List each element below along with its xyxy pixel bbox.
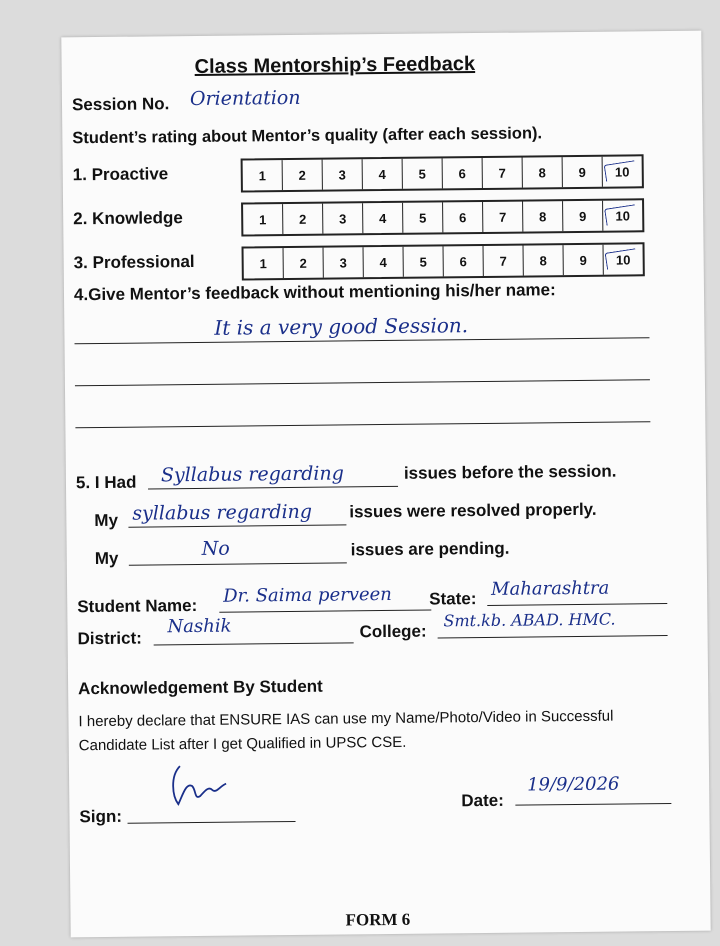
rating-heading: Student’s rating about Mentor’s quality (after each session). xyxy=(72,124,543,148)
selection-mark xyxy=(604,204,637,225)
state-line xyxy=(487,603,667,606)
q5-pending-value: No xyxy=(201,537,230,560)
form-title: Class Mentorship’s Feedback xyxy=(194,53,476,78)
rating-cell: 9 xyxy=(564,245,604,275)
rating-cell: 6 xyxy=(443,158,483,188)
district-label: District: xyxy=(77,628,142,649)
rating-cell: 3 xyxy=(323,203,363,233)
state-value: Maharashtra xyxy=(490,577,610,600)
rating-cell: 2 xyxy=(284,248,324,278)
q5-had-line xyxy=(148,486,398,490)
date-value: 19/9/2026 xyxy=(527,773,620,796)
session-value: Orientation xyxy=(189,86,301,111)
rating-scale-knowledge xyxy=(241,198,644,236)
ack-line-2: Candidate List after I get Qualified in UPSC CSE. xyxy=(78,733,407,755)
rating-cell: 4 xyxy=(363,203,403,233)
feedback-form-paper xyxy=(61,31,710,938)
rating-label-professional: 3. Professional xyxy=(73,251,195,273)
rating-scale-proactive xyxy=(241,154,644,192)
rating-cell: 8 xyxy=(524,245,564,275)
q5-my-label-pending: My xyxy=(94,548,119,569)
rating-label-proactive: 1. Proactive xyxy=(72,164,169,185)
rating-cell: 7 xyxy=(484,246,524,276)
q5-pending-suffix: issues are pending. xyxy=(350,538,510,560)
rating-cell: 6 xyxy=(444,246,484,276)
sign-label: Sign: xyxy=(79,806,123,827)
feedback-line-2 xyxy=(75,379,650,386)
rating-cell: 5 xyxy=(403,202,443,232)
rating-cell-selected: 10 xyxy=(603,200,642,230)
rating-scale-professional xyxy=(242,242,645,280)
rating-cell: 1 xyxy=(243,160,283,190)
feedback-line-3 xyxy=(75,421,650,428)
q5-had-value: Syllabus regarding xyxy=(160,462,344,487)
rating-cell: 6 xyxy=(443,202,483,232)
form-number: FORM 6 xyxy=(345,909,411,930)
q5-had-suffix: issues before the session. xyxy=(403,461,617,483)
rating-cell: 2 xyxy=(283,160,323,190)
rating-cell: 2 xyxy=(283,204,323,234)
rating-cell: 9 xyxy=(563,157,603,187)
rating-cell: 3 xyxy=(323,159,363,189)
college-line xyxy=(438,635,668,638)
rating-cell: 4 xyxy=(364,247,404,277)
ack-line-1: I hereby declare that ENSURE IAS can use my Name/Photo/Video in Successful xyxy=(78,707,614,731)
rating-cell: 8 xyxy=(523,201,563,231)
ack-heading: Acknowledgement By Student xyxy=(78,676,323,699)
sign-line xyxy=(128,821,296,824)
rating-cell-selected: 10 xyxy=(604,244,643,274)
session-label: Session No. xyxy=(71,94,170,115)
district-line xyxy=(154,642,354,645)
rating-label-knowledge: 2. Knowledge xyxy=(73,208,183,229)
q5-resolved-suffix: issues were resolved properly. xyxy=(349,499,597,522)
feedback-line-1 xyxy=(75,337,650,344)
selection-mark xyxy=(604,160,637,181)
rating-cell: 5 xyxy=(403,158,443,188)
rating-cell: 3 xyxy=(324,247,364,277)
district-value: Nashik xyxy=(167,615,232,638)
feedback-text: It is a very good Session. xyxy=(214,313,469,340)
rating-cell: 9 xyxy=(563,201,603,231)
student-name-label: Student Name: xyxy=(77,595,198,617)
rating-cell: 5 xyxy=(404,246,444,276)
student-name-line xyxy=(219,610,431,613)
student-name-value: Dr. Saima perveen xyxy=(223,583,392,607)
q5-had-label: 5. I Had xyxy=(75,472,137,493)
state-label: State: xyxy=(429,589,477,609)
q5-resolved-line xyxy=(128,524,346,527)
rating-cell: 7 xyxy=(483,158,523,188)
college-label: College: xyxy=(359,621,427,642)
rating-cell: 7 xyxy=(483,202,523,232)
q5-resolved-value: syllabus regarding xyxy=(132,500,313,525)
date-label: Date: xyxy=(461,790,504,811)
q5-pending-line xyxy=(129,562,347,565)
date-line xyxy=(515,803,671,806)
rating-cell: 1 xyxy=(243,204,283,234)
signature-scribble xyxy=(164,756,245,817)
q5-my-label-resolved: My xyxy=(94,510,119,531)
rating-cell-selected: 10 xyxy=(603,156,642,186)
rating-cell: 4 xyxy=(363,159,403,189)
rating-cell: 1 xyxy=(244,248,284,278)
college-value: Smt.kb. ABAD. HMC. xyxy=(443,609,616,631)
selection-mark xyxy=(605,248,638,269)
rating-cell: 8 xyxy=(523,157,563,187)
feedback-label: 4.Give Mentor’s feedback without mentioning his/her name: xyxy=(73,280,556,305)
